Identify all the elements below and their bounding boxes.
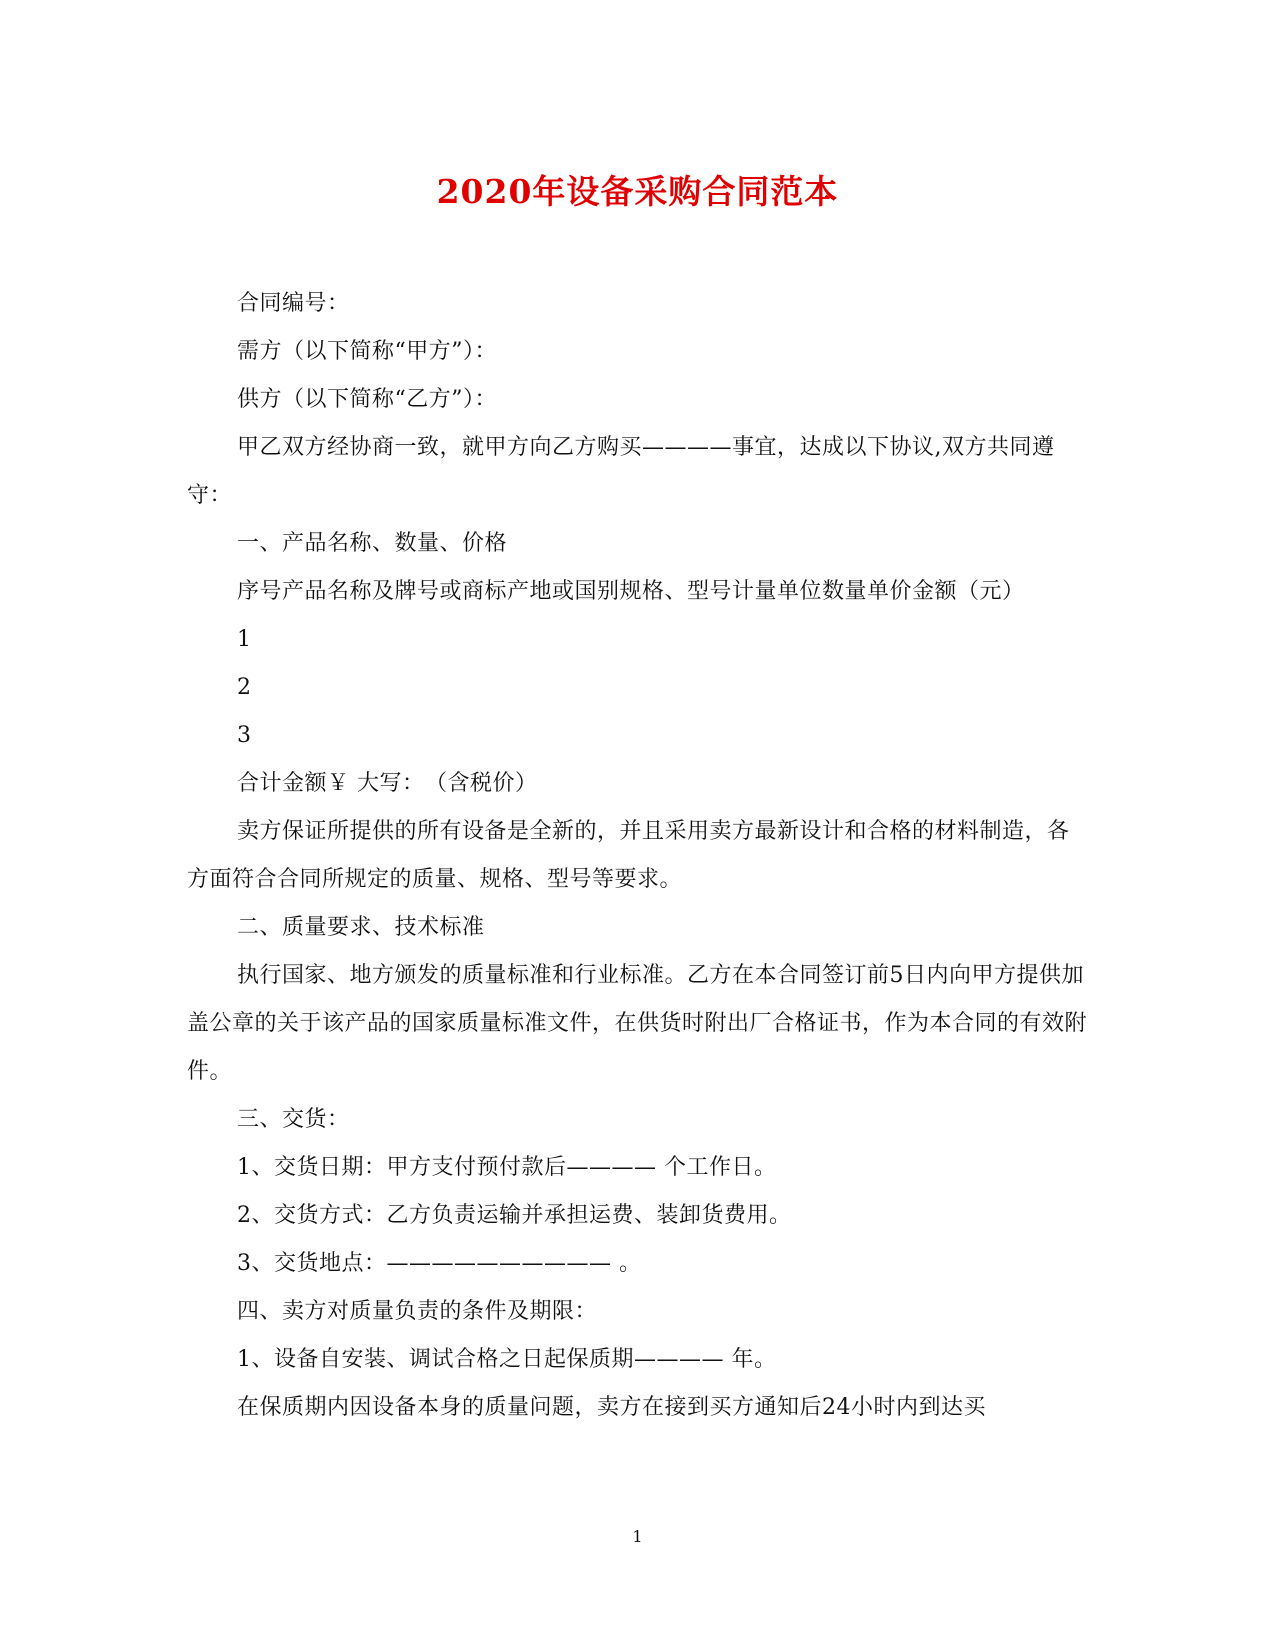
product-table-header: 序号产品名称及牌号或商标产地或国别规格、型号计量单位数量单价金额（元）	[237, 579, 1025, 604]
guarantee-paragraph: 卖方保证所提供的所有设备是全新的，并且采用卖方最新设计和合格的材料制造，各方面符合合同所规定的质量、规格、型号等要求。	[187, 819, 1070, 892]
section-heading-delivery: 三、交货：	[237, 1107, 350, 1132]
supplier-line: 供方（以下简称“乙方”）：	[237, 387, 497, 412]
delivery-date-line: 1、交货日期：甲方支付预付款后———— 个工作日。	[237, 1155, 777, 1180]
warranty-period-line: 1、设备自安装、调试合格之日起保质期———— 年。	[237, 1347, 777, 1372]
document-body	[187, 280, 1087, 1432]
total-amount-line: 合计金额￥ 大写： （含税价）	[237, 771, 538, 796]
document-title: 2020年设备采购合同范本	[436, 172, 839, 211]
contract-number-line: 合同编号：	[237, 291, 350, 316]
delivery-method-line: 2、交货方式：乙方负责运输并承担运费、装卸货费用。	[237, 1203, 792, 1228]
delivery-location-line: 3、交货地点：—————————— 。	[237, 1251, 642, 1276]
quality-standard-paragraph: 执行国家、地方颁发的质量标准和行业标准。乙方在本合同签订前5日内向甲方提供加盖公章的关于该产品的国家质量标准文件，在供货时附出厂合格证书，作为本合同的有效附件。	[187, 963, 1088, 1084]
warranty-service-paragraph: 在保质期内因设备本身的质量问题，卖方在接到买方通知后24小时内到达买	[237, 1395, 986, 1420]
product-row-2: 2	[237, 675, 252, 700]
section-heading-warranty: 四、卖方对质量负责的条件及期限：	[237, 1299, 598, 1324]
section-heading-product: 一、产品名称、数量、价格	[237, 531, 508, 556]
product-row-3: 3	[237, 723, 252, 748]
page-number: 1	[632, 1527, 643, 1546]
product-row-1: 1	[237, 627, 252, 652]
buyer-line: 需方（以下简称“甲方”）：	[237, 339, 497, 364]
agreement-intro-paragraph: 甲乙双方经协商一致，就甲方向乙方购买————事宜，达成以下协议,双方共同遵守：	[187, 435, 1055, 508]
section-heading-quality: 二、质量要求、技术标准	[237, 915, 485, 940]
